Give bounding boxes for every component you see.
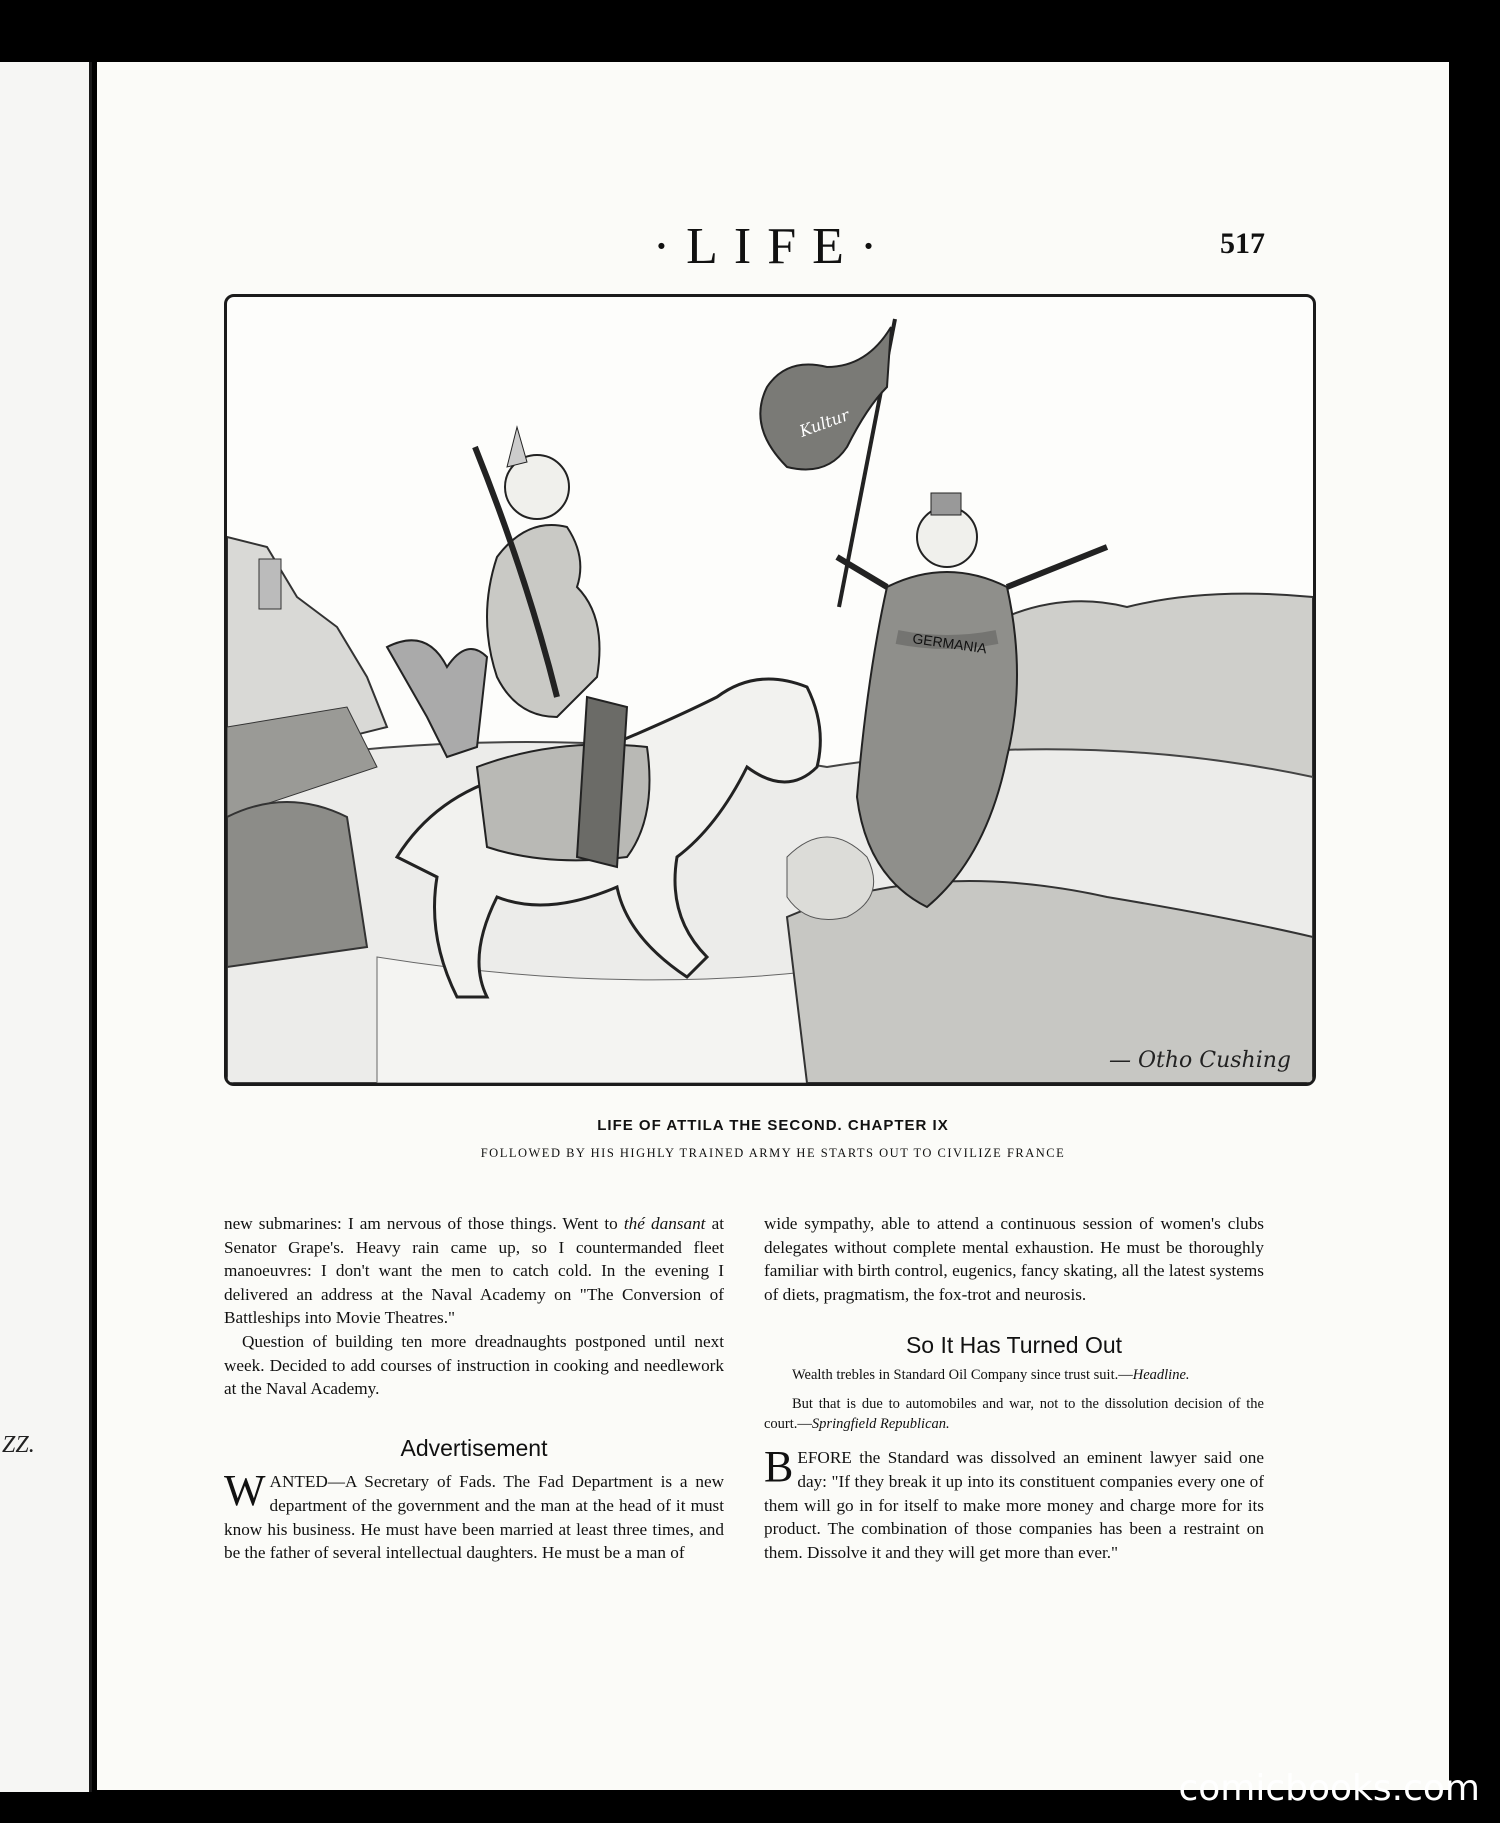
drop-cap: B [764, 1442, 794, 1492]
quote-headline [764, 1366, 1264, 1386]
article-heading: So It Has Turned Out [905, 1332, 1123, 1359]
quote-republican [764, 1395, 1264, 1434]
article-body [764, 1442, 1264, 1564]
page-number: 517 [1220, 227, 1265, 260]
text-run: new submarines: I am nervous of those things. Went to [224, 1214, 624, 1233]
advertisement-continuation: wide sympathy, able to attend a continuous session of women's clubs delegates without complete mental exhaustion. He must be thoroughly familiar with birth control, eugenics, fancy skating, all the latest systems of diets, pragmatism, the fox-trot and neurosis. [764, 1214, 1264, 1304]
cartoon-caption-title: LIFE OF ATTILA THE SECOND. CHAPTER IX [597, 1117, 949, 1134]
cartoon-caption-subtitle: FOLLOWED BY HIS HIGHLY TRAINED ARMY HE STARTS OUT TO CIVILIZE FRANCE [480, 1146, 1066, 1160]
diary-paragraph-1 [224, 1212, 724, 1330]
site-watermark: comicbooks.com [1178, 1768, 1480, 1809]
italic-text: thé dansant [623, 1214, 706, 1233]
cartoon-drawing [227, 297, 1313, 1083]
quote-source: Springfield Republican. [811, 1415, 950, 1432]
text-run: at Senator Grape's. Heavy rain came up, so I countermanded fleet manoeuvres: I don't want the men to catch cold. In the evening I delivered an address at the Naval Academy on "The Conversion of Battleships into Movie Theatres." [224, 1214, 724, 1328]
left-page-fragment: ZZ. [2, 1432, 35, 1458]
left-column [224, 1212, 724, 1565]
text-run: EFORE the Standard was dissolved an eminent lawyer said one day: "If they break it up into its constituent companies every one of them will go in for itself to make more money and charge more for its product. The combination of those companies has been a restraint on them. Dissolve it and they will get more than ever." [764, 1448, 1264, 1562]
right-column [764, 1212, 1264, 1564]
quote-source: Headline. [1132, 1366, 1190, 1383]
page-gutter [89, 62, 92, 1792]
magazine-page [97, 62, 1449, 1790]
cartoon-illustration [224, 294, 1316, 1086]
sash-label: GERMANIA [911, 630, 988, 657]
artist-signature: — Otho Cushing [1108, 1048, 1291, 1073]
magazine-title: ·LIFE· [652, 218, 894, 275]
left-page-strip [0, 62, 92, 1792]
text-run: Wealth trebles in Standard Oil Company since trust suit.— [792, 1366, 1133, 1383]
flag-label: Kultur [796, 405, 852, 441]
drop-cap: W [224, 1466, 266, 1516]
text-run: But that is due to automobiles and war, not to the dissolution decision of the court.— [764, 1396, 1264, 1432]
advertisement-heading: Advertisement [400, 1434, 548, 1461]
diary-paragraph-2: Question of building ten more dreadnaughts postponed until next week. Decided to add courses of instruction in cooking and needlework at the Naval Academy. [224, 1331, 724, 1399]
advertisement-text [224, 1466, 724, 1564]
text-run: ANTED—A Secretary of Fads. The Fad Department is a new department of the government and the man at the head of it must know his business. He must have been married at least three times, and be the father of several intellectual daughters. He must be a man of [224, 1472, 724, 1563]
